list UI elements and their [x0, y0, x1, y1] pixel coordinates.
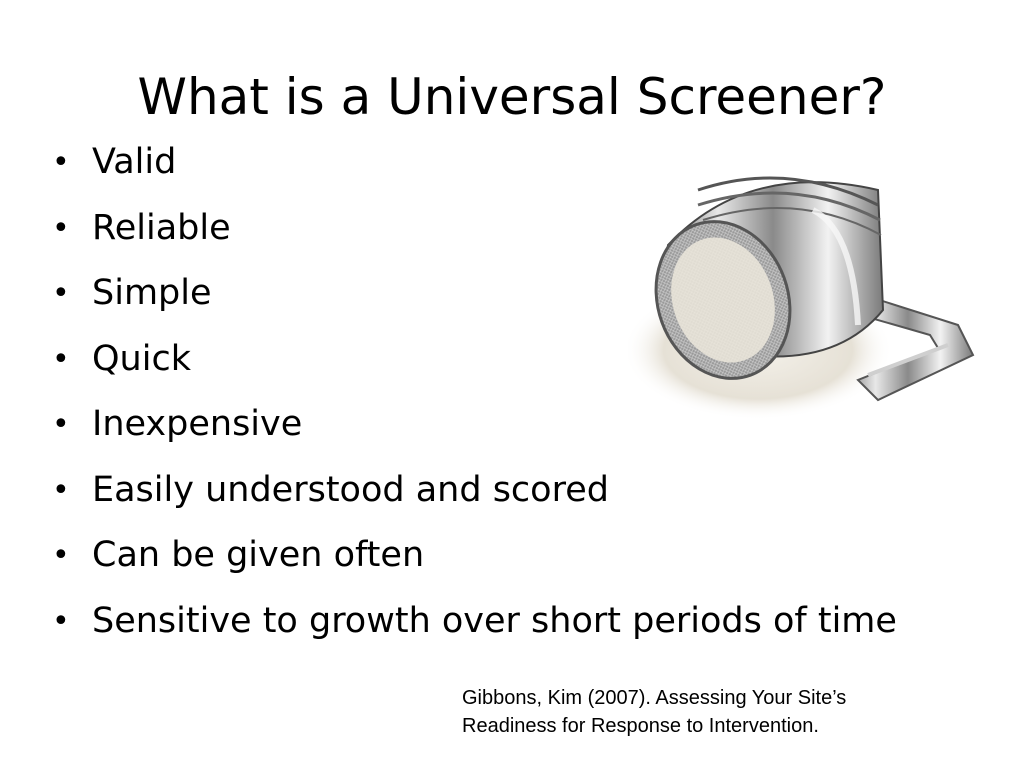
- bullet-icon: •: [52, 472, 70, 508]
- citation-line-2: Readiness for Response to Intervention.: [462, 715, 819, 737]
- bullet-icon: •: [52, 145, 70, 180]
- bullet-item: [52, 458, 897, 524]
- bullet-icon: •: [52, 538, 70, 573]
- bullet-text: Easily understood and scored: [92, 469, 609, 510]
- bullet-text: Quick: [92, 338, 191, 379]
- bullet-text: Simple: [92, 273, 212, 313]
- bullet-icon: •: [52, 603, 70, 639]
- bullet-icon: •: [52, 276, 70, 311]
- bullet-icon: •: [52, 210, 70, 246]
- bullet-item: [52, 523, 897, 589]
- bullet-icon: •: [52, 341, 70, 377]
- citation-line-1: Gibbons, Kim (2007). Assessing Your Site’s: [462, 687, 847, 709]
- citation: [462, 684, 982, 740]
- bullet-item: [52, 589, 897, 655]
- bullet-text: Reliable: [92, 207, 231, 248]
- bullet-text: Can be given often: [92, 535, 425, 575]
- bullet-text: Sensitive to growth over short periods of time: [92, 600, 897, 641]
- flour-sifter-icon: [628, 150, 988, 440]
- bullet-icon: •: [52, 407, 70, 442]
- bullet-text: Inexpensive: [92, 404, 303, 444]
- slide-title: What is a Universal Screener?: [137, 68, 887, 126]
- bullet-text: Valid: [92, 142, 177, 182]
